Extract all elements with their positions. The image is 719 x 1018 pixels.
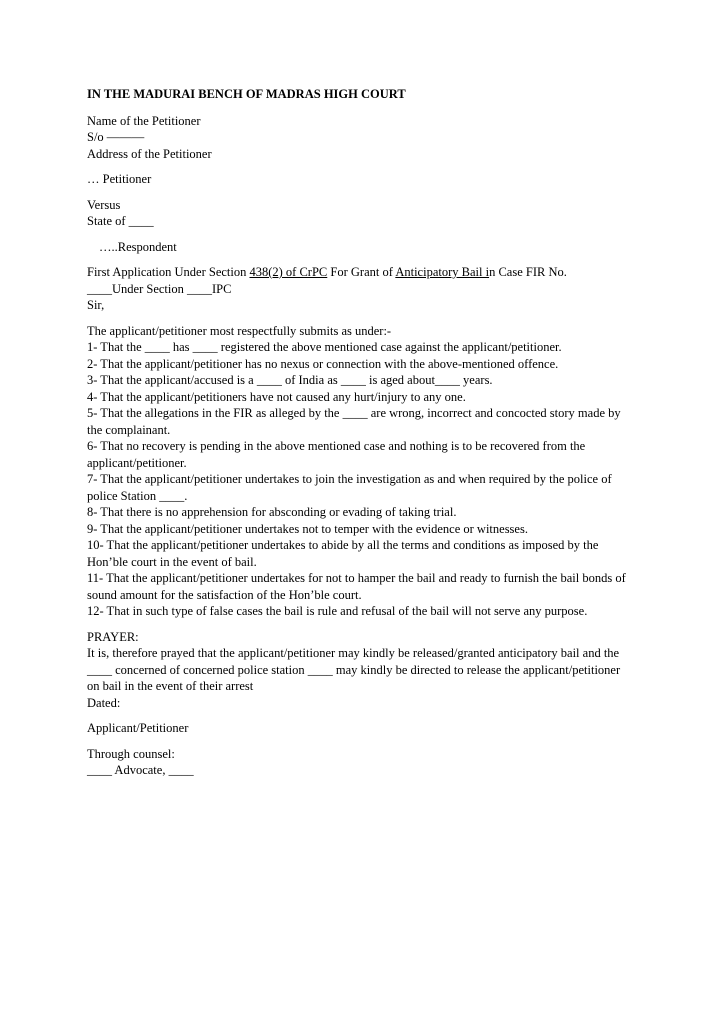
application-title — [87, 264, 635, 281]
ground-item: 10- That the applicant/petitioner undertakes to abide by all the terms and conditions as imposed by the Hon’ble court in the event of bail. — [87, 538, 599, 569]
application-text-3: n Case FIR No. — [489, 265, 567, 279]
prayer-heading: PRAYER: — [87, 629, 139, 644]
ground-item: 1- That the ____ has ____ registered the above mentioned case against the applicant/petitioner. — [87, 340, 562, 354]
document-page — [87, 86, 635, 788]
petitioner-parent: S/o ——— — [87, 130, 145, 144]
respondent-role-block — [87, 239, 635, 256]
counsel-block — [87, 746, 635, 779]
prayer-block — [87, 629, 635, 712]
anticipatory-bail-link[interactable]: Anticipatory Bail i — [395, 265, 490, 279]
ground-item: 8- That there is no apprehension for absconding or evading of taking trial. — [87, 505, 457, 519]
ground-item: 11- That the applicant/petitioner undertakes for not to hamper the bail and ready to furnish the bail bonds of sound amount for the satisfaction of the Hon’ble court. — [87, 571, 626, 602]
prayer-text: It is, therefore prayed that the applicant/petitioner may kindly be released/granted anticipatory bail and the ____ concerned of concerned police station ____ may kindly be directed to release the applicant/petitioner on bail in the event of their arrest — [87, 646, 621, 693]
respondent-state: State of ____ — [87, 214, 154, 228]
petitioner-role-block — [87, 171, 635, 188]
section-link[interactable]: 438(2) of CrPC — [249, 265, 328, 279]
counsel-label: Through counsel: — [87, 746, 175, 761]
ground-item: 2- That the applicant/petitioner has no nexus or connection with the above-mentioned offence. — [87, 356, 559, 371]
versus-block — [87, 197, 635, 230]
court-title: IN THE MADURAI BENCH OF MADRAS HIGH COURT — [87, 87, 406, 101]
submission-intro: The applicant/petitioner most respectfully submits as under:- — [87, 323, 392, 338]
grounds-block — [87, 323, 635, 620]
application-section-line: ____Under Section ____IPC — [87, 281, 232, 296]
advocate-line: ____ Advocate, ____ — [87, 763, 194, 777]
dated-label: Dated: — [87, 695, 121, 710]
petitioner-role: … Petitioner — [87, 172, 152, 186]
ground-item: 7- That the applicant/petitioner undertakes to join the investigation as and when required by the police of police Station ____. — [87, 472, 612, 503]
application-text-2: For Grant of — [327, 265, 396, 279]
ground-item: 4- That the applicant/petitioners have not caused any hurt/injury to any one. — [87, 389, 466, 404]
ground-item: 12- That in such type of false cases the bail is rule and refusal of the bail will not serve any purpose. — [87, 604, 588, 618]
ground-item: 5- That the allegations in the FIR as alleged by the ____ are wrong, incorrect and concocted story made by the complainant. — [87, 406, 621, 437]
respondent-role: …..Respondent — [99, 239, 177, 254]
signature-label: Applicant/Petitioner — [87, 721, 189, 735]
application-text-1: First Application Under Section — [87, 265, 250, 279]
petitioner-address: Address of the Petitioner — [87, 146, 212, 161]
ground-item: 3- That the applicant/accused is a ____ of India as ____ is aged about____ years. — [87, 373, 493, 387]
salutation: Sir, — [87, 298, 105, 312]
signature-block — [87, 720, 635, 737]
ground-item: 6- That no recovery is pending in the above mentioned case and nothing is to be recovered from the applicant/petitioner. — [87, 439, 586, 470]
petitioner-name: Name of the Petitioner — [87, 113, 201, 128]
application-block — [87, 264, 635, 314]
ground-item: 9- That the applicant/petitioner undertakes not to temper with the evidence or witnesses. — [87, 521, 528, 536]
petitioner-block — [87, 113, 635, 163]
versus-label: Versus — [87, 197, 121, 212]
